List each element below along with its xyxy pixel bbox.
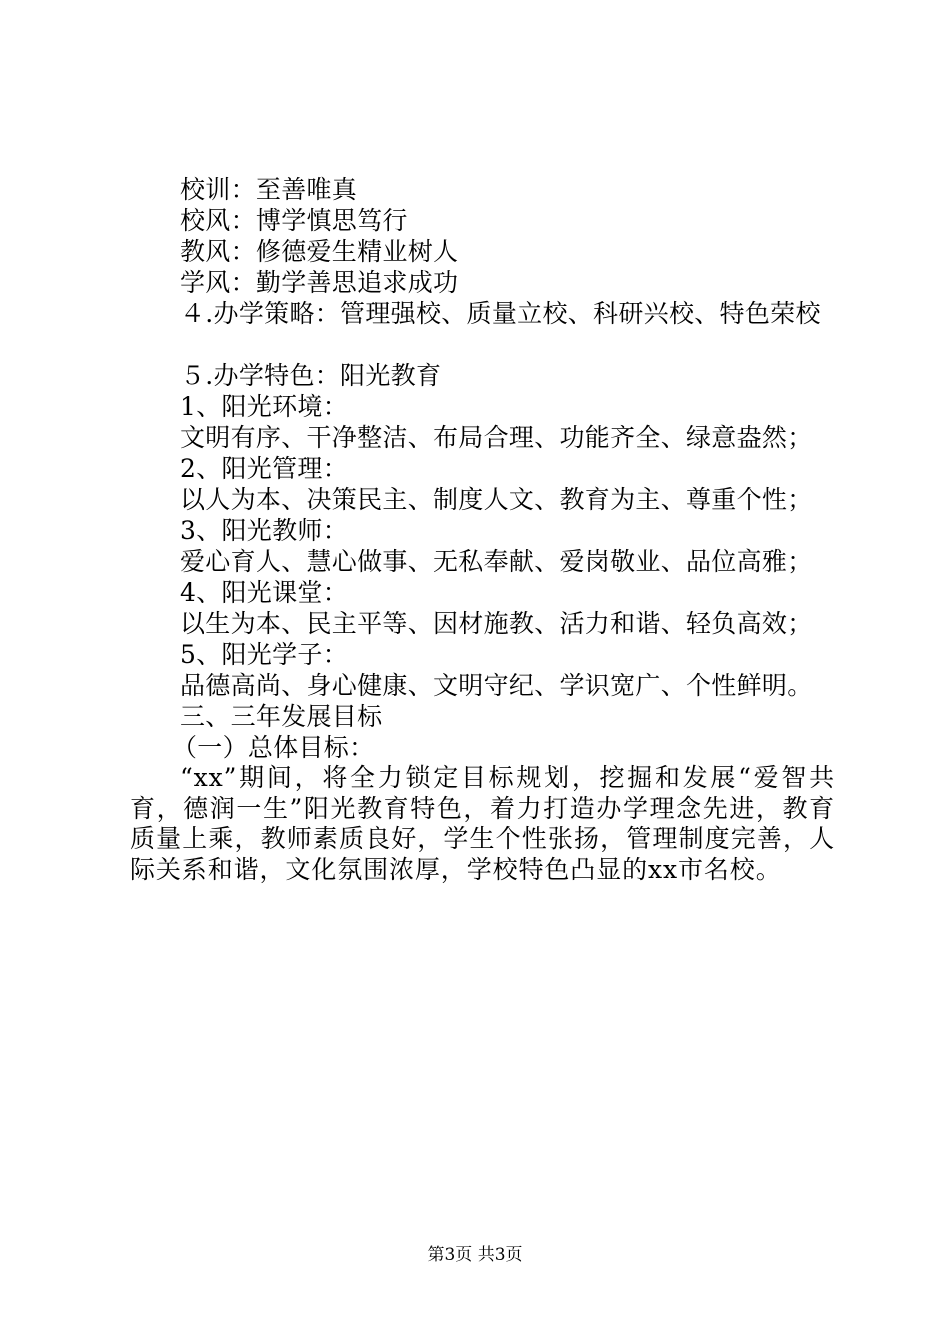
subsection-heading: （一）总体目标： [172, 733, 375, 762]
school-motto-line: 校训：至善唯真 [180, 175, 358, 204]
sunshine-classroom-title: 4、阳光课堂： [180, 578, 349, 607]
sunshine-management-desc: 以人为本、决策民主、制度人文、教育为主、尊重个性； [180, 485, 813, 514]
sunshine-classroom-desc: 以生为本、民主平等、因材施教、活力和谐、轻负高效； [180, 609, 813, 638]
study-spirit-line: 学风：勤学善思追求成功 [180, 268, 459, 297]
page-footer: 第3页 共3页 [427, 1245, 523, 1265]
sunshine-student-title: 5、阳光学子： [180, 640, 349, 669]
sunshine-environment-title: 1、阳光环境： [180, 392, 349, 421]
sunshine-teacher-desc: 爱心育人、慧心做事、无私奉献、爱岗敬业、品位高雅； [180, 547, 813, 576]
sunshine-environment-desc: 文明有序、干净整洁、布局合理、功能齐全、绿意盎然； [180, 423, 813, 452]
sunshine-student-desc: 品德高尚、身心健康、文明守纪、学识宽广、个性鲜明。 [180, 671, 813, 700]
section-heading: 三、三年发展目标 [180, 702, 383, 731]
school-spirit-line: 校风：博学慎思笃行 [180, 206, 408, 235]
school-feature-line: ５.办学特色：阳光教育 [180, 361, 442, 390]
sunshine-management-title: 2、阳光管理： [180, 454, 349, 483]
sunshine-teacher-title: 3、阳光教师： [180, 516, 349, 545]
goal-paragraph: “xx”期间，将全力锁定目标规划，挖掘和发展“爱智共育，德润一生”阳光教育特色，着力打造办学理念先进，教育质量上乘，教师素质良好，学生个性张扬，管理制度完善，人际关系和谐，文化氛围浓厚，学校特色凸显的xx市名校。 [130, 763, 835, 884]
school-strategy-line: ４.办学策略：管理强校、质量立校、科研兴校、特色荣校 [180, 299, 821, 328]
teaching-spirit-line: 教风：修德爱生精业树人 [180, 237, 459, 266]
